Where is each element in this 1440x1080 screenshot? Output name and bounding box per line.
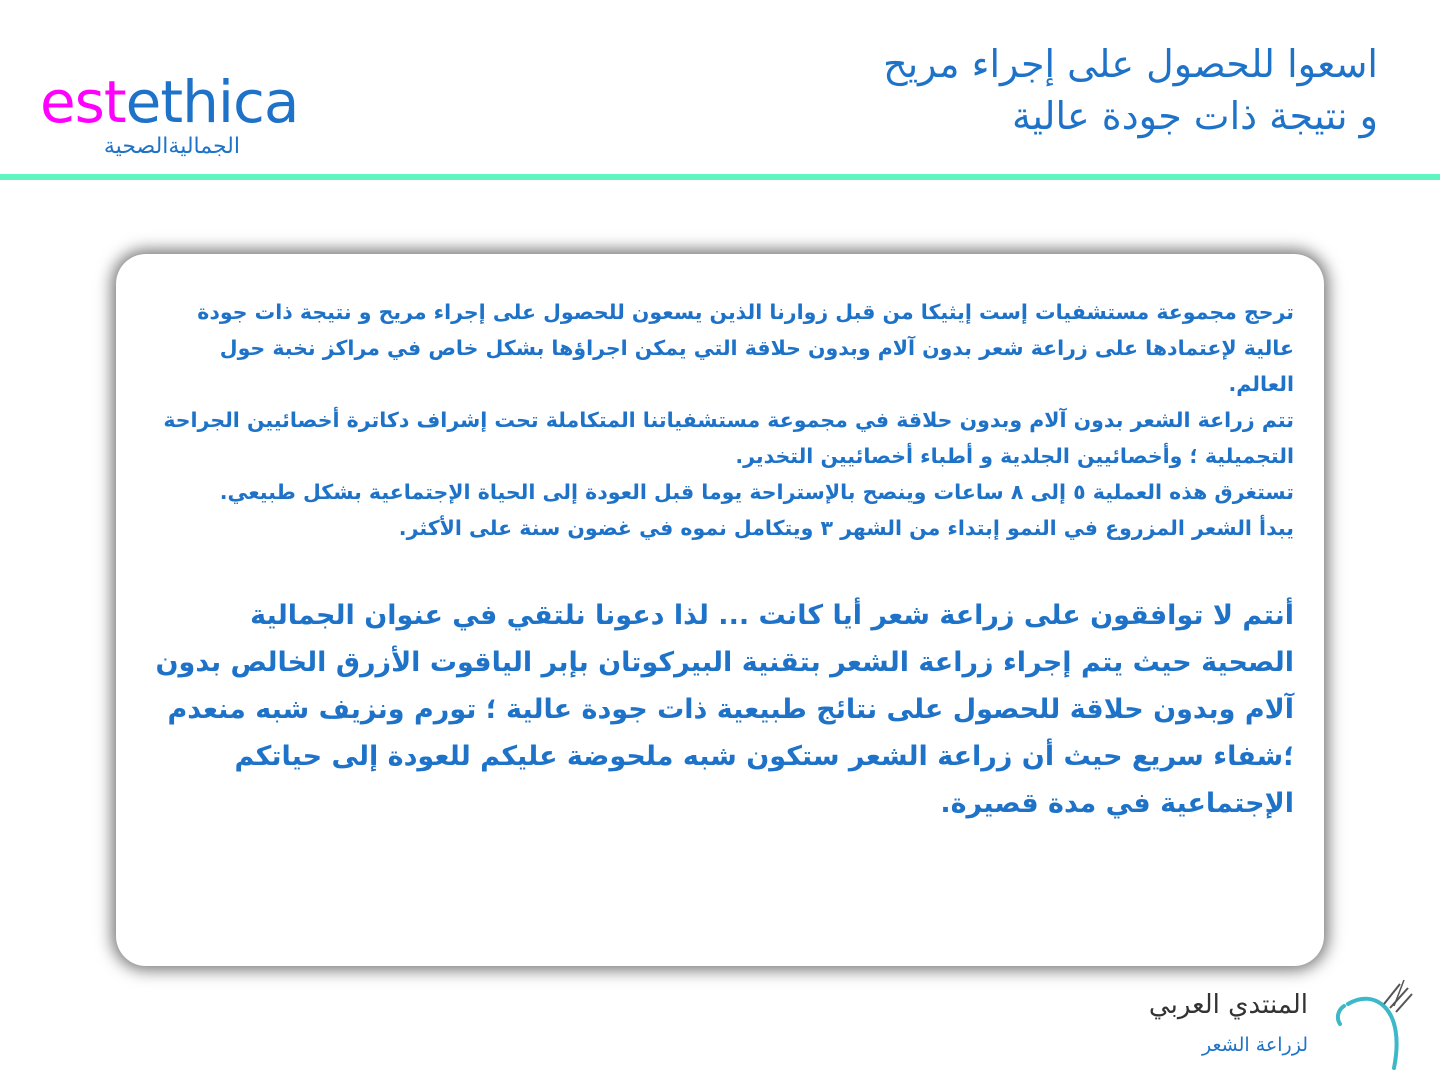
logo-est: est [40, 68, 126, 136]
logo-ethica: ethica [125, 68, 299, 136]
arab-forum-logo [1150, 978, 1420, 1072]
logo-arabic-tagline: الجماليةالصحية [103, 134, 240, 159]
paragraph-3: تستغرق هذه العملية ٥ إلى ٨ ساعات وينصح بالإستراحة يوما قبل العودة إلى الحياة الإجتماعية بشكل طبيعي. [219, 480, 1294, 504]
header-divider [0, 174, 1440, 180]
intro-text [150, 294, 1294, 546]
paragraph-4: يبدأ الشعر المزروع في النمو إبتداء من الشهر ٣ ويتكامل نموه في غضون سنة على الأكثر. [398, 516, 1294, 540]
highlight-paragraph: أنتم لا توافقون على زراعة شعر أيا كانت ... لذا دعونا نلتقي في عنوان الجمالية الصحية حيث يتم إجراء زراعة الشعر بتقنية البيركوتان بإبر الياقوت الأزرق الخالص بدون آلام وبدون حلاقة للحصول على نتائج طبيعية ذات جودة عالية ؛ تورم ونزيف شبه منعدم ؛شفاء سريع حيث أن زراعة الشعر ستكون شبه ملحوضة عليكم للعودة إلى حياتكم الإجتماعية في مدة قصيرة. [155, 600, 1294, 819]
page-title [558, 38, 1378, 142]
estethica-logo [40, 70, 310, 162]
paragraph-2: تتم زراعة الشعر بدون آلام وبدون حلاقة في مجموعة مستشفياتنا المتكاملة تحت إشراف دكاترة أخصائيين الجراحة التجميلية ؛ وأخصائيين الجلدية و أطباء أخصائيين التخدير. [163, 408, 1294, 468]
title-line-2: و نتيجة ذات جودة عالية [1012, 94, 1378, 138]
content-card [116, 254, 1324, 966]
forum-name: المنتدي العربي [1148, 990, 1308, 1020]
hair-strands-arc-icon [1334, 978, 1414, 1072]
paragraph-1: ترحج مجموعة مستشفيات إست إيثيكا من قبل زوارنا الذين يسعون للحصول على إجراء مريح و نتيجة ذات جودة عالية لإعتمادها على زراعة شعر بدون آلام وبدون حلاقة التي يمكن اجراؤها بشكل خاص في مراكز نخبة حول العالم. [197, 300, 1294, 396]
logo-wordmark [40, 70, 310, 134]
forum-subtitle: لزراعة الشعر [1202, 1034, 1308, 1056]
title-line-1: اسعوا للحصول على إجراء مريح [883, 42, 1378, 86]
